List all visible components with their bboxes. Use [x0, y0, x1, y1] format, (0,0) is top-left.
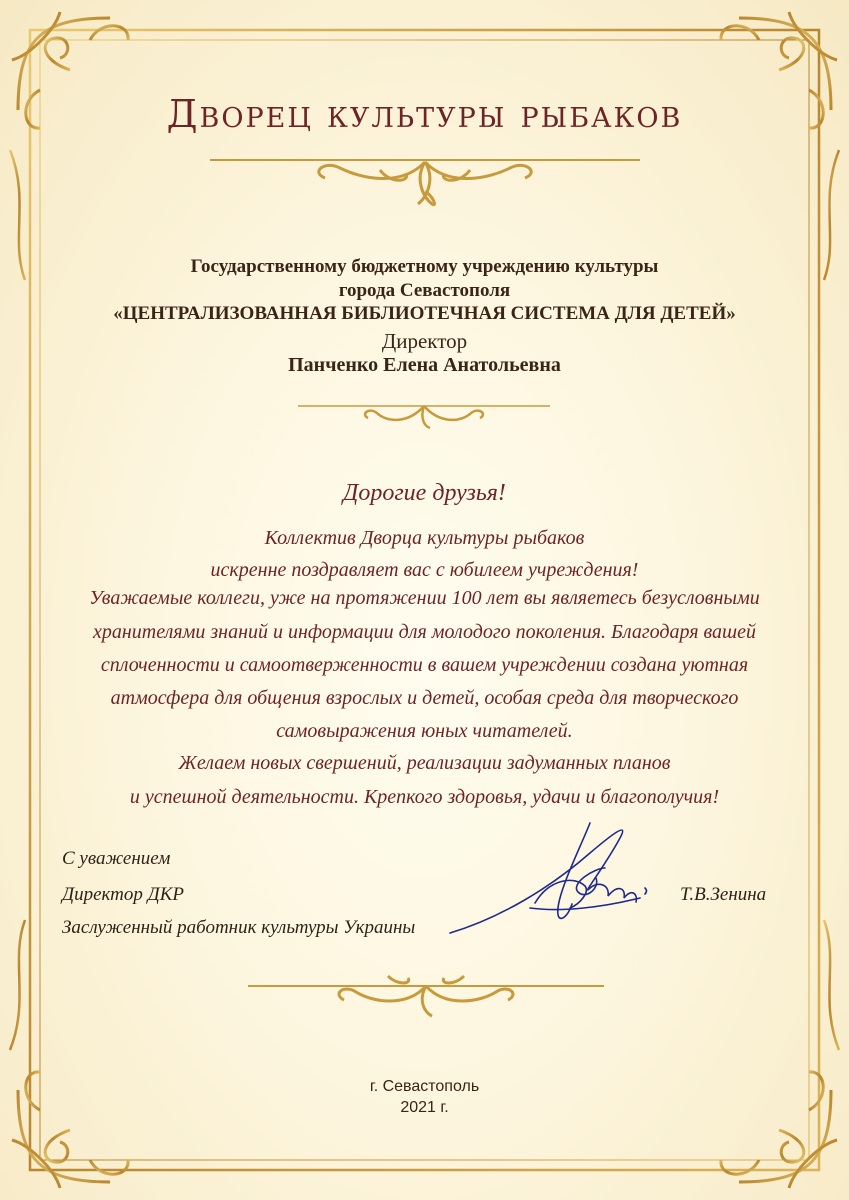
recipient-line-2: города Севастополя: [338, 280, 511, 301]
letter-line: хранителями знаний и информации для молодого поколения. Благодаря вашей: [92, 621, 757, 643]
signer-honor: Заслуженный работник культуры Украины: [62, 917, 416, 938]
bottom-divider-ornament-icon: [248, 972, 604, 1018]
footer-year: 2021 г.: [400, 1099, 449, 1116]
organization-title: Дворец культуры рыбаков: [166, 92, 683, 136]
handwritten-signature: [440, 808, 670, 948]
header-divider-ornament-icon: [210, 148, 640, 210]
letter-line: искренне поздравляет вас с юбилеем учреждения!: [210, 559, 639, 581]
closing-regards: С уважением: [62, 848, 171, 869]
recipient-name: Панченко Елена Анатольевна: [288, 354, 561, 376]
recipient-organization: «ЦЕНТРАЛИЗОВАННАЯ БИБЛИОТЕЧНАЯ СИСТЕМА ДЛЯ ДЕТЕЙ»: [113, 303, 736, 324]
middle-divider-ornament-icon: [298, 396, 550, 430]
letter-line: самовыражения юных читателей.: [276, 720, 573, 742]
recipient-position: Директор: [381, 329, 468, 353]
letter-line: сплоченности и самоотверженности в вашем учреждении создана уютная: [100, 654, 749, 676]
footer-city: г. Севастополь: [369, 1078, 480, 1095]
signer-name: Т.В.Зенина: [680, 884, 767, 905]
letter-line: Коллектив Дворца культуры рыбаков: [264, 527, 585, 549]
letter-line: атмосфера для общения взрослых и детей, особая среда для творческого: [110, 687, 739, 709]
greeting: Дорогие друзья!: [343, 480, 506, 506]
recipient-line-1: Государственному бюджетному учреждению культуры: [190, 256, 659, 277]
letter-line: и успешной деятельности. Крепкого здоровья, удачи и благополучия!: [129, 786, 720, 808]
letter-line: Уважаемые коллеги, уже на протяжении 100 лет вы являетесь безусловными: [89, 587, 760, 609]
letter-line: Желаем новых свершений, реализации задуманных планов: [178, 752, 671, 774]
signer-title: Директор ДКР: [62, 884, 184, 905]
